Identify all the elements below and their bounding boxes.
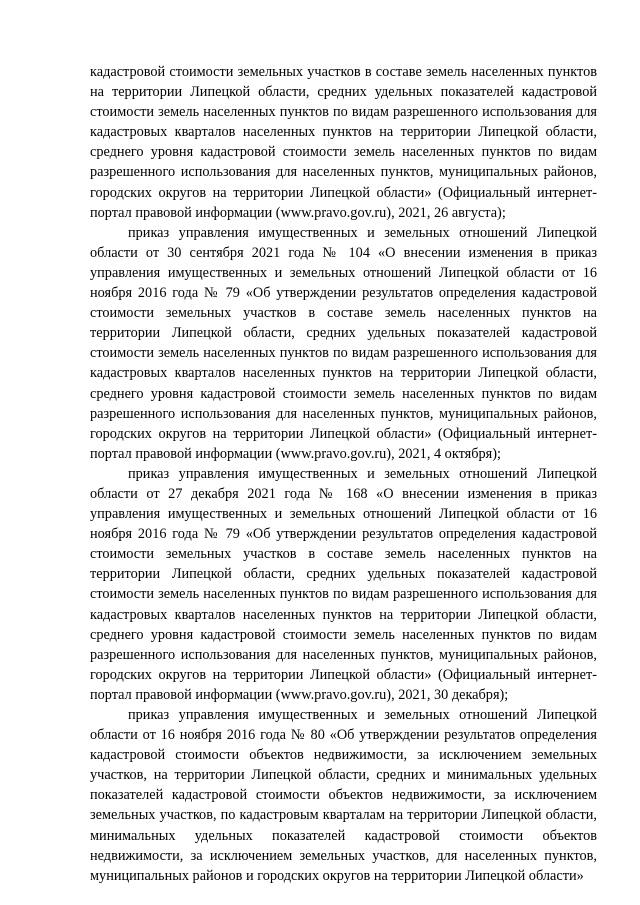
paragraph-order-168: приказ управления имущественных и земельных отношений Липецкой области от 27 декабря 2021 года № 168 «О внесении изменения в приказ управления имущественных и земельных отношений Липецкой области от 16 ноября 2016 года № 79 «Об утверждении результатов определения кадастровой стоимости земельных участков в составе земель населенных пунктов на территории Липецкой области, средних удельных показателей кадастровой стоимости земель населенных пунктов по видам разрешенного использования для кадастровых кварталов населенных пунктов на территории Липецкой области, среднего уровня кадастровой стоимости земель населенных пунктов по видам разрешенного использования для населенных пунктов, муниципальных районов, городских округов на территории Липецкой области» (Официальный интернет-портал правовой информации (www.pravo.gov.ru), 2021, 30 декабря); (90, 465, 597, 703)
paragraph-order-104: приказ управления имущественных и земельных отношений Липецкой области от 30 сентября 2021 года № 104 «О внесении изменения в приказ управления имущественных и земельных отношений Липецкой области от 16 ноября 2016 года № 79 «Об утверждении результатов определения кадастровой стоимости земельных участков в составе земель населенных пунктов на территории Липецкой области, средних удельных показателей кадастровой стоимости земель населенных пунктов по видам разрешенного использования для кадастровых кварталов населенных пунктов на территории Липецкой области, среднего уровня кадастровой стоимости земель населенных пунктов по видам разрешенного использования для населенных пунктов, муниципальных районов, городских округов на территории Липецкой области» (Официальный интернет-портал правовой информации (www.pravo.gov.ru), 2021, 4 октября); (90, 224, 597, 462)
paragraph-continuation: кадастровой стоимости земельных участков в составе земель населенных пунктов на территории Липецкой области, средних удельных показателей кадастровой стоимости земель населенных пунктов по видам разрешенного использования для кадастровых кварталов населенных пунктов на территории Липецкой области, среднего уровня кадастровой стоимости земель населенных пунктов по видам разрешенного использования для населенных пунктов, муниципальных районов, городских округов на территории Липецкой области» (Официальный интернет-портал правовой информации (www.pravo.gov.ru), 2021, 26 августа); (90, 64, 597, 221)
paragraph-order-80: приказ управления имущественных и земельных отношений Липецкой области от 16 ноября 2016 года № 80 «Об утверждении результатов определения кадастровой стоимости объектов недвижимости, за исключением земельных участков, на территории Липецкой области, средних и минимальных удельных показателей кадастровой стоимости объектов недвижимости, за исключением земельных участков, по кадастровым кварталам на территории Липецкой области, минимальных удельных показателей кадастровой стоимости объектов недвижимости, за исключением земельных участков, для населенных пунктов, муниципальных районов и городских округов на территории Липецкой области» (90, 707, 597, 884)
document-page (90, 62, 597, 886)
